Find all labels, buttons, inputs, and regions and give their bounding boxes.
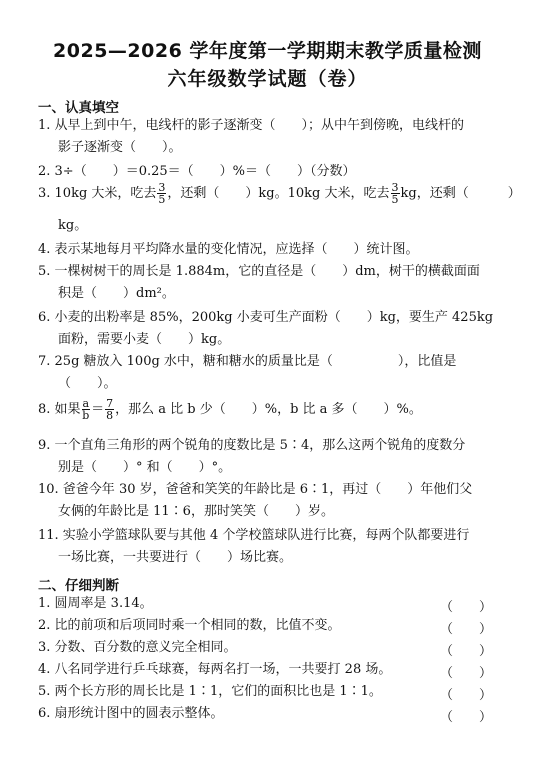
judge-item-3: 3. 分数、百分数的意义完全相同。 [38, 640, 237, 655]
exam-title: 2025—2026 学年度第一学期期末教学质量检测 [53, 40, 482, 62]
section-fill-in-heading: 一、认真填空 [38, 100, 119, 116]
fraction-numerator: 7 [106, 397, 114, 410]
question-3-line-2: kg。 [58, 218, 88, 233]
question-7-line-1: 7. 25g 糖放入 100g 水中，糖和糖水的质量比是（ ），比值是 [38, 354, 457, 369]
fraction-denominator: 5 [391, 193, 399, 206]
question-6-line-1: 6. 小麦的出粉率是 85%，200kg 小麦可生产面粉（ ）kg，要生产 425kg [38, 310, 494, 325]
fraction-numerator: a [82, 397, 90, 410]
judge-answer-4: （ ） [440, 666, 493, 681]
question-9-line-1: 9. 一个直角三角形的两个锐角的度数比是 5∶4，那么这两个锐角的度数分 [38, 438, 466, 453]
judge-item-5: 5. 两个长方形的周长比是 1∶1，它们的面积比也是 1∶1。 [38, 684, 382, 699]
judge-item-6: 6. 扇形统计图中的圆表示整体。 [38, 706, 224, 721]
fraction-numerator: 3 [158, 181, 166, 194]
question-10-line-1: 10. 爸爸今年 30 岁，爸爸和笑笑的年龄比是 6∶1，再过（ ）年他们父 [38, 482, 473, 497]
question-3-text-b: ，还剩（ ）kg。10kg 大米，吃去 [167, 186, 390, 201]
fraction-a-b [82, 398, 91, 421]
question-11-line-2: 一场比赛，一共要进行（ ）场比赛。 [58, 550, 293, 565]
fraction-denominator: 5 [158, 193, 166, 206]
question-5-line-1: 5. 一棵树树干的周长是 1.884m，它的直径是（ ）dm，树干的横截面面 [38, 264, 480, 279]
question-3-text-a: 3. 10kg 大米，吃去 [38, 186, 157, 201]
question-6-line-2: 面粉，需要小麦（ ）kg。 [58, 332, 231, 347]
fraction-3-5-b [391, 182, 400, 205]
question-8-text-b: ，那么 a 比 b 少（ ）%，b 比 a 多（ ）%。 [115, 402, 422, 417]
equals-sign: ＝ [91, 402, 105, 417]
question-8 [38, 398, 422, 422]
question-1-line-1: 1. 从早上到中午，电线杆的影子逐渐变（ ）；从中午到傍晚，电线杆的 [38, 118, 465, 133]
fraction-7-8 [105, 398, 114, 421]
fraction-denominator: b [82, 409, 90, 422]
judge-item-1: 1. 圆周率是 3.14。 [38, 596, 153, 611]
judge-answer-5: （ ） [440, 688, 493, 703]
question-3-line-1 [38, 182, 521, 205]
question-5-line-2: 积是（ ）dm²。 [58, 286, 175, 301]
fraction-numerator: 3 [391, 181, 399, 194]
question-2: 2. 3÷（ ）＝0.25＝（ ）%＝（ ）（分数） [38, 164, 356, 179]
question-11-line-1: 11. 实验小学篮球队要与其他 4 个学校篮球队进行比赛，每两个队都要进行 [38, 528, 470, 543]
question-10-line-2: 女俩的年龄比是 11∶6，那时笑笑（ ）岁。 [58, 504, 334, 519]
judge-answer-6: （ ） [440, 710, 493, 725]
judge-answer-2: （ ） [440, 622, 493, 637]
exam-subtitle: 六年级数学试题（卷） [167, 68, 368, 90]
section-judge-heading: 二、仔细判断 [38, 578, 119, 594]
judge-answer-1: （ ） [440, 600, 493, 615]
question-8-text-a: 8. 如果 [38, 402, 81, 417]
question-9-line-2: 别是（ ）° 和（ ）°。 [58, 460, 232, 475]
question-7-line-2: （ ）。 [58, 376, 117, 391]
question-3-text-c: kg，还剩（ ） [400, 186, 521, 201]
judge-item-2: 2. 比的前项和后项同时乘一个相同的数，比值不变。 [38, 618, 341, 633]
question-1-line-2: 影子逐渐变（ ）。 [58, 140, 182, 155]
fraction-denominator: 8 [106, 409, 114, 422]
fraction-3-5-a [157, 182, 166, 205]
question-4: 4. 表示某地每月平均降水量的变化情况，应选择（ ）统计图。 [38, 242, 419, 257]
judge-item-4: 4. 八名同学进行乒乓球赛，每两名打一场，一共要打 28 场。 [38, 662, 392, 677]
judge-answer-3: （ ） [440, 644, 493, 659]
